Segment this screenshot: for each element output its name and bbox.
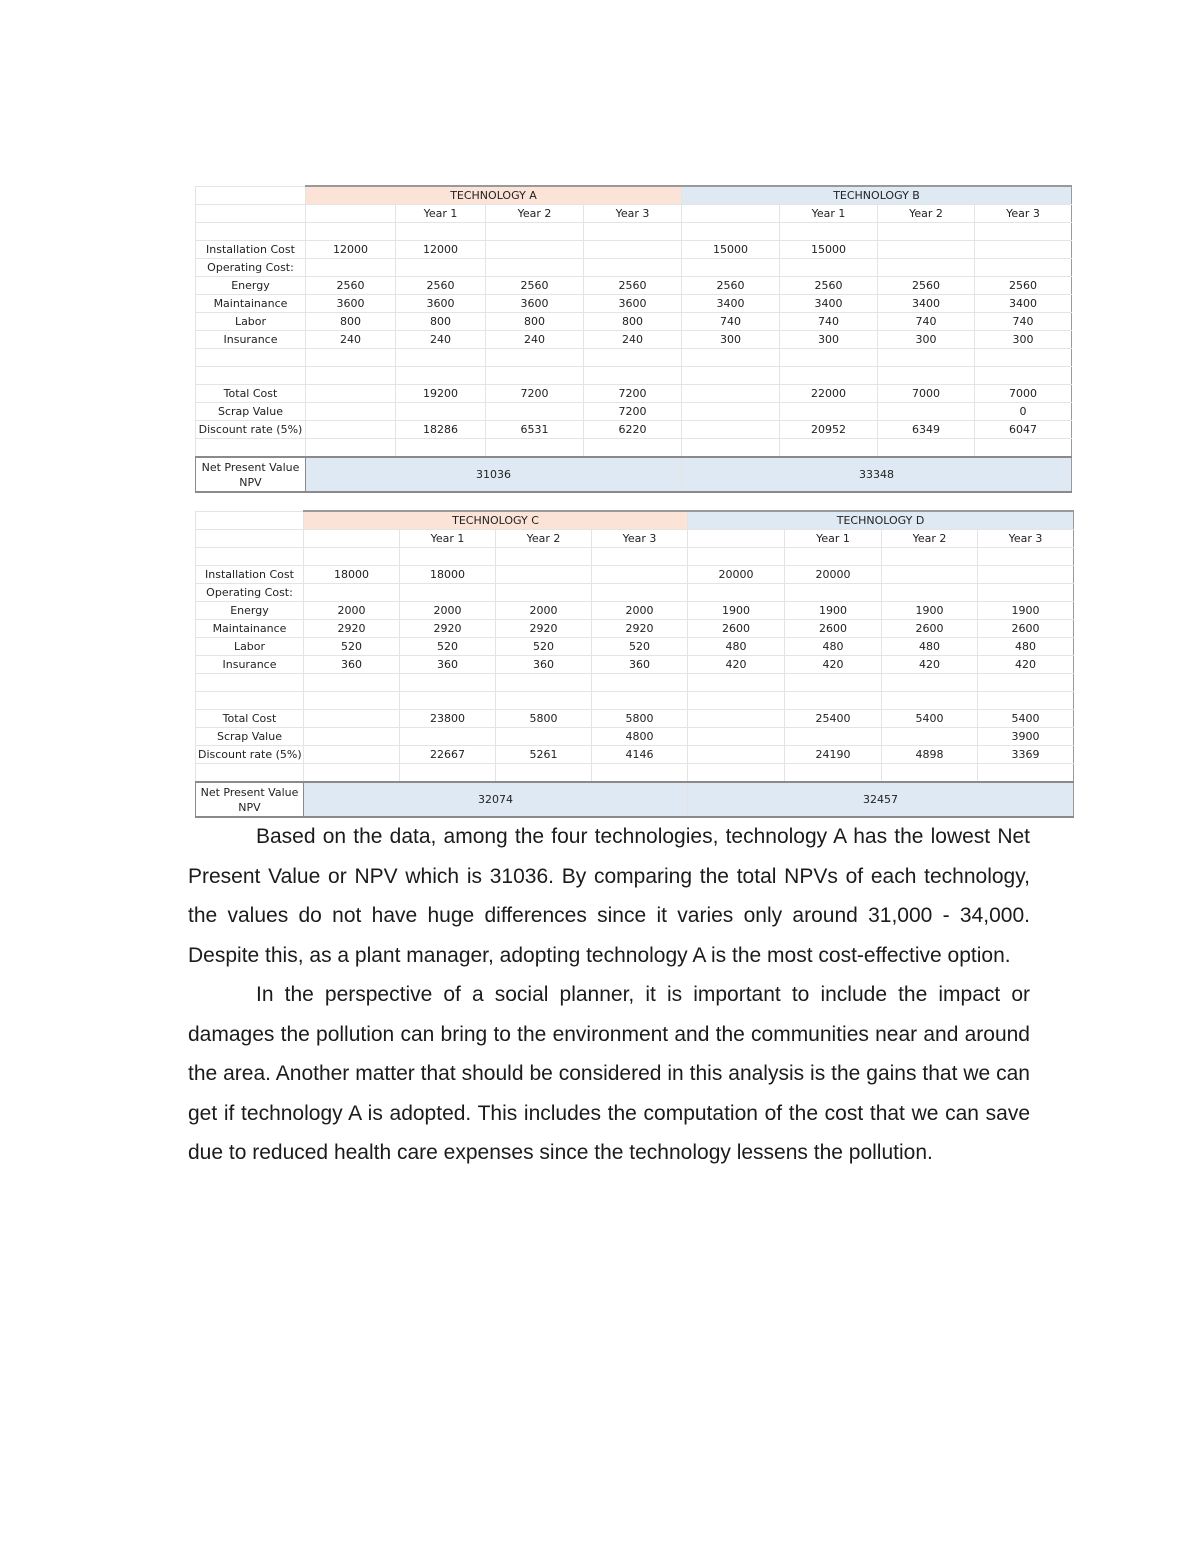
cell [306, 259, 396, 277]
cell: 7000 [878, 385, 975, 403]
year-header: Year 2 [486, 205, 584, 223]
cell: 3369 [978, 746, 1074, 764]
cell: 5800 [592, 710, 688, 728]
cell [496, 566, 592, 584]
table-row [196, 602, 1074, 620]
cell: 2920 [304, 620, 400, 638]
spacer-row [196, 548, 1074, 566]
table-row [196, 313, 1072, 331]
row-label: Insurance [196, 656, 304, 674]
table-row [196, 638, 1074, 656]
row-label: Installation Cost [196, 241, 306, 259]
cell [304, 746, 400, 764]
table-row [196, 746, 1074, 764]
year-header: Year 3 [978, 530, 1074, 548]
cell [486, 403, 584, 421]
npv-value: 33348 [682, 457, 1072, 492]
cell: 20000 [785, 566, 882, 584]
npv-row [196, 782, 1074, 817]
cell: 360 [304, 656, 400, 674]
cell: 300 [682, 331, 780, 349]
cell: 360 [400, 656, 496, 674]
cell [396, 403, 486, 421]
cell: 2600 [978, 620, 1074, 638]
cell: 2560 [396, 277, 486, 295]
cell: 18286 [396, 421, 486, 439]
cell: 480 [882, 638, 978, 656]
cell: 7200 [486, 385, 584, 403]
cell: 420 [882, 656, 978, 674]
table-row [196, 295, 1072, 313]
cell: 22667 [400, 746, 496, 764]
npv-value: 32457 [688, 782, 1074, 817]
cell [306, 403, 396, 421]
cell: 420 [785, 656, 882, 674]
cell: 1900 [785, 602, 882, 620]
cell [682, 403, 780, 421]
cell: 3400 [682, 295, 780, 313]
cell: 2920 [400, 620, 496, 638]
cell: 800 [584, 313, 682, 331]
cell: 4146 [592, 746, 688, 764]
cell: 240 [306, 331, 396, 349]
cell [682, 385, 780, 403]
cell: 240 [584, 331, 682, 349]
table-row [196, 403, 1072, 421]
cell: 7200 [584, 403, 682, 421]
npv-label: Net Present Value NPV [196, 457, 306, 492]
row-label: Labor [196, 313, 306, 331]
cell: 480 [785, 638, 882, 656]
cell: 520 [400, 638, 496, 656]
cell: 3600 [306, 295, 396, 313]
cell [304, 728, 400, 746]
npv-table-c-d [195, 510, 1074, 818]
cell [688, 728, 785, 746]
cell: 22000 [780, 385, 878, 403]
row-label: Scrap Value [196, 728, 304, 746]
cell: 20000 [688, 566, 785, 584]
cell: 240 [396, 331, 486, 349]
cell [496, 584, 592, 602]
npv-value: 32074 [304, 782, 688, 817]
cell: 1900 [882, 602, 978, 620]
cell: 2600 [882, 620, 978, 638]
cell: 2920 [496, 620, 592, 638]
cell [584, 259, 682, 277]
year-header: Year 2 [878, 205, 975, 223]
table-row [196, 566, 1074, 584]
spacer-row [196, 223, 1072, 241]
row-label: Insurance [196, 331, 306, 349]
table-row [196, 277, 1072, 295]
cell: 6220 [584, 421, 682, 439]
table-row [196, 710, 1074, 728]
cell: 2600 [785, 620, 882, 638]
tech-c-title: TECHNOLOGY C [304, 511, 688, 530]
cell [306, 385, 396, 403]
cell: 300 [878, 331, 975, 349]
cell: 740 [975, 313, 1072, 331]
cell: 12000 [306, 241, 396, 259]
row-label: Total Cost [196, 385, 306, 403]
row-label: Discount rate (5%) [196, 421, 306, 439]
cell [592, 584, 688, 602]
row-label: Discount rate (5%) [196, 746, 304, 764]
cell [878, 403, 975, 421]
row-label: Installation Cost [196, 566, 304, 584]
cell: 2000 [592, 602, 688, 620]
cell: 3600 [396, 295, 486, 313]
cell: 300 [780, 331, 878, 349]
cell: 7200 [584, 385, 682, 403]
cell: 800 [486, 313, 584, 331]
spacer-row [196, 367, 1072, 385]
cell: 6349 [878, 421, 975, 439]
cell [486, 241, 584, 259]
cell: 24190 [785, 746, 882, 764]
year-header: Year 2 [496, 530, 592, 548]
cell: 520 [496, 638, 592, 656]
cell: 0 [975, 403, 1072, 421]
cell [688, 710, 785, 728]
cell: 3400 [780, 295, 878, 313]
cell: 2560 [780, 277, 878, 295]
table-row [196, 331, 1072, 349]
cell [780, 403, 878, 421]
year-header: Year 3 [975, 205, 1072, 223]
cell [682, 421, 780, 439]
cell [975, 259, 1072, 277]
cell: 12000 [396, 241, 486, 259]
cell: 5261 [496, 746, 592, 764]
cell [306, 421, 396, 439]
table-row [196, 241, 1072, 259]
cell [688, 746, 785, 764]
tech-a-title: TECHNOLOGY A [306, 186, 682, 205]
cell [496, 728, 592, 746]
cell: 420 [978, 656, 1074, 674]
year-header-row [196, 205, 1072, 223]
cell: 740 [878, 313, 975, 331]
cell: 4898 [882, 746, 978, 764]
cell: 7000 [975, 385, 1072, 403]
table-row [196, 656, 1074, 674]
cell: 300 [975, 331, 1072, 349]
cell: 15000 [780, 241, 878, 259]
cell: 3400 [878, 295, 975, 313]
spacer-row [196, 349, 1072, 367]
row-label: Labor [196, 638, 304, 656]
cell: 2000 [496, 602, 592, 620]
npv-value: 31036 [306, 457, 682, 492]
table-row [196, 584, 1074, 602]
cell [304, 710, 400, 728]
cell [682, 259, 780, 277]
cell [975, 241, 1072, 259]
tech-d-title: TECHNOLOGY D [688, 511, 1074, 530]
cell: 6047 [975, 421, 1072, 439]
tech-b-title: TECHNOLOGY B [682, 186, 1072, 205]
cell [396, 259, 486, 277]
cell [486, 259, 584, 277]
cell: 3900 [978, 728, 1074, 746]
row-label: Maintainance [196, 620, 304, 638]
row-label: Operating Cost: [196, 584, 304, 602]
cell: 480 [978, 638, 1074, 656]
cell [785, 728, 882, 746]
cell [688, 584, 785, 602]
cell: 520 [592, 638, 688, 656]
cell: 240 [486, 331, 584, 349]
year-header: Year 1 [780, 205, 878, 223]
cell [304, 584, 400, 602]
row-label: Energy [196, 277, 306, 295]
row-label: Maintainance [196, 295, 306, 313]
cell: 360 [592, 656, 688, 674]
cell: 23800 [400, 710, 496, 728]
cell [878, 259, 975, 277]
tech-title-row [196, 511, 1074, 530]
cell: 20952 [780, 421, 878, 439]
spacer-row [196, 764, 1074, 783]
year-header: Year 2 [882, 530, 978, 548]
cell: 15000 [682, 241, 780, 259]
paragraph: In the perspective of a social planner, it is important to include the impact or damages the pollution can bring to the environment and the communities near and around the area. Another matter that should be considered in this analysis is the gains that we can get if technology A is adopted. This includes the computation of the cost that we can save due to reduced health care expenses since the technology lessens the pollution. [188, 983, 1030, 1164]
year-header: Year 1 [400, 530, 496, 548]
cell: 480 [688, 638, 785, 656]
cell [400, 728, 496, 746]
cell [978, 584, 1074, 602]
cell: 740 [682, 313, 780, 331]
cell: 4800 [592, 728, 688, 746]
table-row [196, 385, 1072, 403]
cell: 3400 [975, 295, 1072, 313]
cell: 2560 [682, 277, 780, 295]
cell [592, 566, 688, 584]
year-header: Year 1 [785, 530, 882, 548]
cell: 1900 [978, 602, 1074, 620]
cell: 360 [496, 656, 592, 674]
analysis-text [188, 817, 1030, 1173]
cell [882, 584, 978, 602]
cell: 520 [304, 638, 400, 656]
cell [584, 241, 682, 259]
cell: 3600 [584, 295, 682, 313]
table-row [196, 728, 1074, 746]
cell: 420 [688, 656, 785, 674]
paragraph: Based on the data, among the four technologies, technology A has the lowest Net Present Value or NPV which is 31036. By comparing the total NPVs of each technology, the values do not have huge differences since it varies only around 31,000 - 34,000. Despite this, as a plant manager, adopting technology A is the most cost-effective option. [188, 825, 1030, 967]
tech-title-row [196, 186, 1072, 205]
cell: 5400 [978, 710, 1074, 728]
cell: 2560 [584, 277, 682, 295]
year-header: Year 3 [584, 205, 682, 223]
spacer-row [196, 692, 1074, 710]
cell: 740 [780, 313, 878, 331]
cell: 2000 [400, 602, 496, 620]
spacer-row [196, 674, 1074, 692]
table-row [196, 620, 1074, 638]
cell [878, 241, 975, 259]
row-label: Operating Cost: [196, 259, 306, 277]
npv-label: Net Present Value NPV [196, 782, 304, 817]
cell: 6531 [486, 421, 584, 439]
year-header: Year 1 [396, 205, 486, 223]
npv-table-a-b [195, 185, 1072, 493]
cell: 5400 [882, 710, 978, 728]
cell: 2560 [878, 277, 975, 295]
cell: 2560 [306, 277, 396, 295]
year-header-row [196, 530, 1074, 548]
cell: 2600 [688, 620, 785, 638]
spacer-row [196, 439, 1072, 458]
table-row [196, 421, 1072, 439]
cell: 800 [306, 313, 396, 331]
cell: 2560 [975, 277, 1072, 295]
cell: 25400 [785, 710, 882, 728]
cell: 800 [396, 313, 486, 331]
cell: 18000 [304, 566, 400, 584]
cell: 18000 [400, 566, 496, 584]
cell: 3600 [486, 295, 584, 313]
cell [780, 259, 878, 277]
cell: 2000 [304, 602, 400, 620]
year-header: Year 3 [592, 530, 688, 548]
cell [882, 728, 978, 746]
row-label: Scrap Value [196, 403, 306, 421]
row-label: Total Cost [196, 710, 304, 728]
cell: 2920 [592, 620, 688, 638]
table-row [196, 259, 1072, 277]
row-label: Energy [196, 602, 304, 620]
cell [978, 566, 1074, 584]
cell: 19200 [396, 385, 486, 403]
npv-row [196, 457, 1072, 492]
cell: 5800 [496, 710, 592, 728]
cell: 2560 [486, 277, 584, 295]
cell [400, 584, 496, 602]
cell: 1900 [688, 602, 785, 620]
cell [785, 584, 882, 602]
cell [882, 566, 978, 584]
